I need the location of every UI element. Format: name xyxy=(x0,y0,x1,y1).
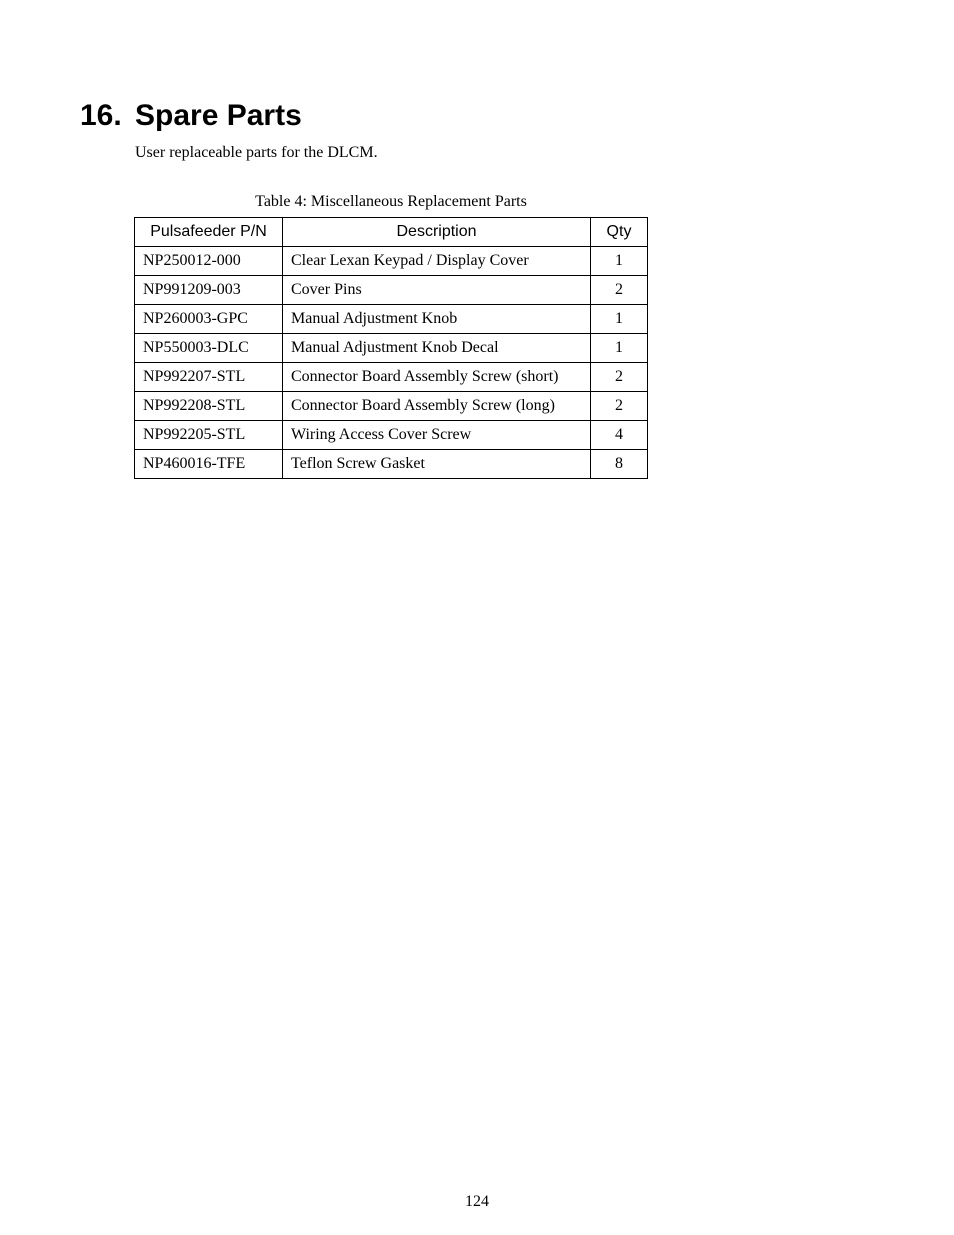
cell-qty: 8 xyxy=(591,450,648,479)
cell-description: Connector Board Assembly Screw (long) xyxy=(283,392,591,421)
header-part-number: Pulsafeeder P/N xyxy=(135,218,283,247)
cell-qty: 2 xyxy=(591,392,648,421)
cell-description: Manual Adjustment Knob xyxy=(283,305,591,334)
cell-qty: 1 xyxy=(591,247,648,276)
table-header-row xyxy=(135,218,648,247)
table-row xyxy=(135,363,648,392)
cell-qty: 2 xyxy=(591,363,648,392)
cell-description: Wiring Access Cover Screw xyxy=(283,421,591,450)
page-number: 124 xyxy=(465,1193,489,1210)
cell-part-number: NP260003-GPC xyxy=(135,305,283,334)
table-row xyxy=(135,392,648,421)
cell-description: Clear Lexan Keypad / Display Cover xyxy=(283,247,591,276)
table-row xyxy=(135,305,648,334)
cell-part-number: NP250012-000 xyxy=(135,247,283,276)
table-row xyxy=(135,276,648,305)
cell-part-number: NP991209-003 xyxy=(135,276,283,305)
cell-part-number: NP550003-DLC xyxy=(135,334,283,363)
section-intro: User replaceable parts for the DLCM. xyxy=(135,144,378,161)
cell-qty: 1 xyxy=(591,305,648,334)
section-title: Spare Parts xyxy=(135,99,302,132)
table-row xyxy=(135,334,648,363)
header-qty: Qty xyxy=(591,218,648,247)
table-caption: Table 4: Miscellaneous Replacement Parts xyxy=(255,193,527,210)
cell-qty: 2 xyxy=(591,276,648,305)
cell-description: Cover Pins xyxy=(283,276,591,305)
section-number: 16. xyxy=(80,99,122,132)
section-heading xyxy=(80,96,302,136)
table-row xyxy=(135,247,648,276)
cell-description: Teflon Screw Gasket xyxy=(283,450,591,479)
spare-parts-table xyxy=(134,217,648,479)
cell-description: Manual Adjustment Knob Decal xyxy=(283,334,591,363)
cell-part-number: NP992207-STL xyxy=(135,363,283,392)
cell-part-number: NP992208-STL xyxy=(135,392,283,421)
cell-qty: 1 xyxy=(591,334,648,363)
cell-part-number: NP460016-TFE xyxy=(135,450,283,479)
table-row xyxy=(135,450,648,479)
cell-qty: 4 xyxy=(591,421,648,450)
cell-description: Connector Board Assembly Screw (short) xyxy=(283,363,591,392)
cell-part-number: NP992205-STL xyxy=(135,421,283,450)
table-row xyxy=(135,421,648,450)
header-description: Description xyxy=(283,218,591,247)
